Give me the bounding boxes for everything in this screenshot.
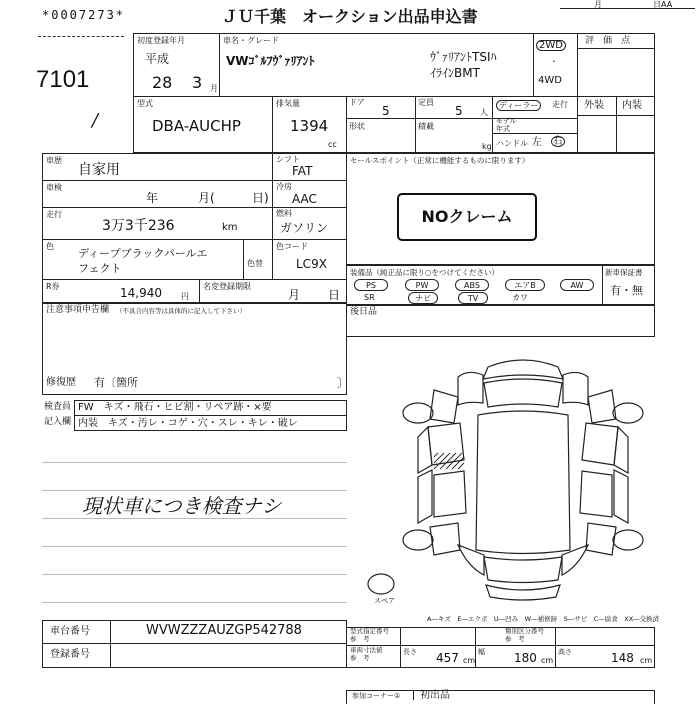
color-label: 色	[46, 242, 54, 251]
chassis-label: 車台番号	[50, 626, 90, 637]
rating-label: 評 価 点	[585, 36, 631, 46]
capacity-label: 定員	[418, 98, 434, 107]
equip-airbag: エアB	[505, 279, 545, 291]
damage-legend: A―キズ E―エクボ U―凹み W―補修跡 S―サビ C―腐食 XX―交換済	[427, 615, 660, 623]
inspection-label: 車検	[46, 183, 62, 192]
registration-label: 登録番号	[50, 649, 90, 660]
doors-value: 5	[382, 104, 390, 118]
inspection-year: 年	[146, 191, 159, 205]
first-reg-month-unit: 月	[210, 84, 218, 93]
equipment-label: 装備品（純正品に限り○をつけてください）	[350, 268, 500, 277]
dealer-label: ディーラー	[496, 100, 541, 111]
chassis-value: WVWZZZAUZGP542788	[146, 623, 302, 638]
drive-2wd: 2WD	[536, 40, 566, 51]
ac-label: 冷房	[276, 182, 292, 191]
equip-abs: ABS	[455, 279, 489, 291]
equip-aw: AW	[560, 279, 594, 291]
inspector-row2: 内装 キズ・汚レ・コゲ・穴・スレ・キレ・破レ	[78, 418, 298, 429]
shape-label: 形状	[349, 122, 365, 131]
displacement-unit: cc	[328, 140, 337, 149]
repair-label: 修復歴	[46, 377, 76, 388]
capacity-value: 5	[455, 104, 463, 118]
shift-label: シフト	[276, 155, 300, 164]
handle-right: 右	[553, 136, 563, 147]
dims-label: 車両寸法値 参 考	[350, 646, 383, 662]
handwritten-note: 現状車につき検査ナシ	[82, 494, 282, 518]
history-value: 自家用	[78, 162, 120, 178]
color-value-line1: ディープブラックパールエ	[78, 247, 208, 260]
recycle-unit: 円	[181, 292, 189, 301]
name-change-deadline-label: 名変登録期限	[203, 282, 251, 291]
date-day-label: 日AA	[653, 0, 673, 9]
color-code-value: LC9X	[296, 257, 327, 271]
repair-end: 〕	[337, 376, 350, 390]
car-grade-line2: ｲﾗｲﾝBMT	[430, 66, 480, 80]
first-reg-era: 平成	[145, 52, 170, 66]
length-label: 長さ	[403, 648, 417, 656]
mileage-label: 走行	[46, 210, 62, 219]
height-unit: cm	[640, 656, 653, 665]
sales-point-label: セールスポイント（正常に機能するものに限ります）	[350, 156, 530, 165]
corner-label: 参加コーナー①	[352, 692, 401, 700]
drive-4wd: 4WD	[538, 75, 562, 86]
inspection-day: 日)	[252, 191, 269, 205]
width-value: 180	[514, 651, 537, 665]
length-value: 457	[436, 651, 459, 665]
car-grade-line1: ｳﾞｧﾘｱﾝﾄTSIﾊ	[430, 50, 497, 64]
equip-ps: PS	[354, 279, 388, 291]
mileage-value: 3万3千236	[102, 218, 175, 234]
color-change-label: 色替	[247, 259, 263, 268]
later-items-block	[346, 305, 655, 337]
first-reg-year: 28	[152, 73, 173, 92]
model-value: DBA-AUCHP	[152, 117, 241, 135]
width-unit: cm	[541, 656, 554, 665]
equip-tv: TV	[458, 292, 488, 304]
load-label: 積載	[418, 122, 434, 131]
equip-sr: SR	[364, 293, 375, 302]
lot-number: 7101	[36, 66, 90, 93]
dealer-mileage-label: 走行	[552, 100, 568, 109]
inspection-month: 月(	[198, 191, 215, 205]
warranty-value: 有・無	[610, 284, 643, 297]
mileage-unit: km	[222, 222, 238, 233]
inspector-label-2: 記入欄	[44, 417, 72, 427]
fuel-label: 燃料	[276, 209, 292, 218]
color-code-label: 色コード	[276, 242, 308, 251]
exterior-label: 外装	[584, 100, 604, 111]
equip-navi: ナビ	[408, 292, 438, 304]
date-month-label: 月	[594, 0, 602, 9]
type-spec-label: 型式指定番号 参 考	[350, 627, 389, 643]
notes-sub: （不具合内容等は具体的に記入して下さい）	[116, 307, 246, 315]
warranty-label: 新車保証書	[605, 268, 643, 277]
length-unit: cm	[463, 656, 476, 665]
shift-value: FAT	[292, 164, 313, 178]
no-claim-stamp: NOクレーム	[397, 193, 537, 241]
doors-label: ドア	[349, 98, 365, 107]
model-year-label: モデル 年式	[496, 117, 517, 133]
height-label: 高さ	[558, 648, 572, 656]
deadline-day: 日	[328, 288, 341, 302]
load-unit: kg	[482, 142, 492, 151]
equip-leather: カワ	[512, 293, 528, 302]
vehicle-info-block	[133, 33, 578, 153]
first-reg-month: 3	[192, 73, 203, 92]
interior-label: 内装	[622, 100, 642, 111]
height-value: 148	[611, 651, 634, 665]
pen-mark: /	[92, 110, 99, 131]
corner-value: 初出品	[420, 690, 450, 701]
inspector-row1: FW キズ・飛石・ヒビ割・リペア跡・×要	[78, 402, 272, 413]
later-items-label: 後日品	[350, 307, 378, 317]
history-label: 車歴	[46, 156, 62, 165]
spec-block	[346, 627, 655, 668]
fuel-value: ガソリン	[280, 221, 329, 235]
notes-block	[42, 303, 350, 395]
handle-label: ハンドル	[496, 139, 528, 148]
model-label: 型式	[137, 99, 153, 108]
displacement-label: 排気量	[276, 99, 300, 108]
car-name-label: 車名・グレード	[223, 36, 279, 45]
class-no-label: 類別区分番号 参 考	[505, 627, 544, 643]
spare-label: スペア	[374, 597, 395, 605]
width-label: 幅	[478, 648, 485, 656]
recycle-value: 14,940	[120, 286, 162, 300]
displacement-value: 1394	[290, 117, 329, 135]
ac-value: AAC	[292, 192, 317, 206]
inspector-label-1: 検査員	[44, 402, 72, 412]
color-value-line2: フェクト	[78, 262, 122, 275]
drive-separator: ・	[550, 57, 558, 66]
serial-number: *0007273*	[42, 8, 126, 22]
handle-left: 左	[532, 137, 542, 148]
capacity-unit: 人	[480, 108, 488, 117]
car-damage-diagram	[398, 345, 648, 605]
deadline-month: 月	[288, 288, 301, 302]
spare-tire-icon	[366, 572, 396, 596]
first-reg-label: 初度登録年月	[137, 36, 185, 45]
recycle-label: R券	[46, 282, 60, 291]
form-title: ＪＵ千葉 オークション出品申込書	[222, 7, 478, 26]
notes-label: 注意事項申告欄	[46, 305, 110, 315]
car-name: VWｺﾞﾙﾌｳﾞｧﾘｱﾝﾄ	[226, 54, 315, 68]
equip-pw: PW	[405, 279, 439, 291]
repair-value: 有〔箇所	[94, 376, 138, 389]
